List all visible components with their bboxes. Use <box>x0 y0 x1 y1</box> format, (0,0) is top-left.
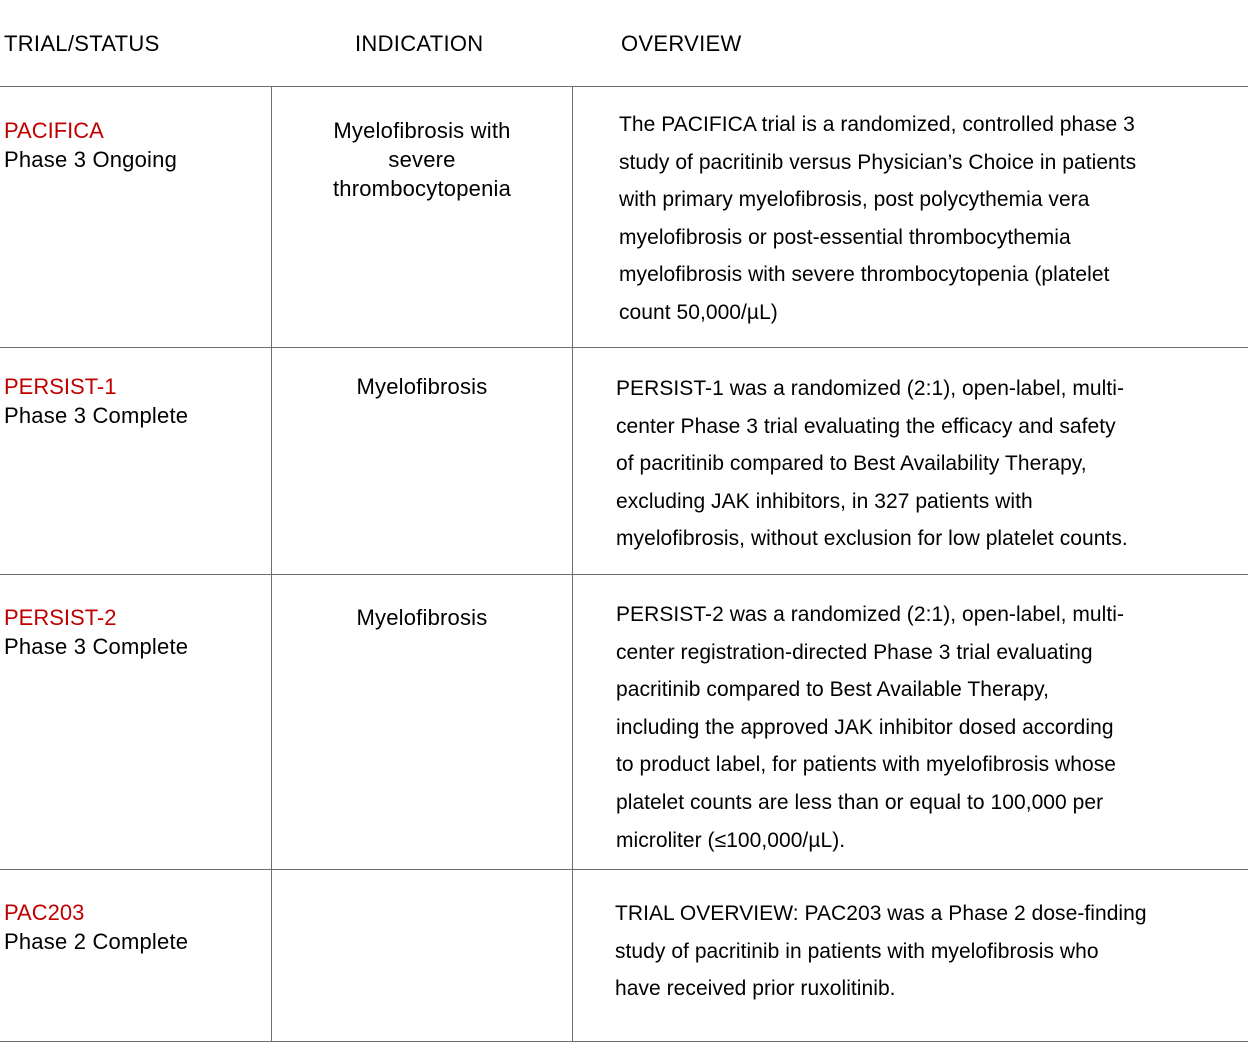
overview-line: myelofibrosis, without exclusion for low platelet counts. <box>616 527 1128 551</box>
table-row <box>0 575 1248 869</box>
overview-line: TRIAL OVERVIEW: PAC203 was a Phase 2 dose-finding <box>615 902 1147 925</box>
indication-line: Myelofibrosis <box>356 374 488 399</box>
overview-line: myelofibrosis or post-essential thrombocythemia <box>619 225 1071 249</box>
overview-line: including the approved JAK inhibitor dosed according <box>616 715 1114 739</box>
overview-line: to product label, for patients with myelofibrosis whose <box>616 753 1116 777</box>
overview-line: of pacritinib compared to Best Availability Therapy, <box>616 452 1087 476</box>
indication-line: Myelofibrosis with <box>333 118 511 143</box>
overview-line: center registration-directed Phase 3 trial evaluating <box>616 640 1093 664</box>
header-trial-status: TRIAL/STATUS <box>4 31 160 56</box>
trial-cell <box>4 898 188 956</box>
overview-line: PERSIST-2 was a randomized (2:1), open-label, multi- <box>616 603 1124 626</box>
overview-cell <box>615 895 1147 1008</box>
table-row <box>0 348 1248 574</box>
indication-cell <box>272 603 572 632</box>
overview-line: study of pacritinib in patients with myelofibrosis who <box>615 939 1099 963</box>
indication-line: severe <box>388 147 456 172</box>
trial-name: PAC203 <box>4 900 85 925</box>
table-row <box>0 870 1248 1041</box>
overview-line: center Phase 3 trial evaluating the efficacy and safety <box>616 414 1116 438</box>
indication-line: Myelofibrosis <box>356 605 488 630</box>
trial-cell <box>4 372 188 430</box>
trial-status: Phase 2 Complete <box>4 929 189 954</box>
overview-line: pacritinib compared to Best Available Therapy, <box>616 678 1050 702</box>
overview-line: excluding JAK inhibitors, in 327 patients with <box>616 489 1033 513</box>
overview-line: myelofibrosis with severe thrombocytopenia (platelet <box>619 263 1110 287</box>
overview-line: platelet counts are less than or equal to 100,000 per <box>616 790 1104 814</box>
overview-cell <box>616 596 1124 859</box>
overview-line: have received prior ruxolitinib. <box>615 977 896 1001</box>
header-overview: OVERVIEW <box>621 31 742 56</box>
overview-line: study of pacritinib versus Physician’s Choice in patients <box>619 150 1137 174</box>
table-row <box>0 87 1248 347</box>
overview-line: with primary myelofibrosis, post polycythemia vera <box>619 188 1090 212</box>
trial-cell <box>4 603 188 661</box>
table-header <box>0 0 1248 87</box>
trial-name: PERSIST-1 <box>4 374 117 399</box>
overview-line: The PACIFICA trial is a randomized, controlled phase 3 <box>619 113 1135 136</box>
overview-line: microliter (≤100,000/µL). <box>616 828 846 852</box>
header-indication: INDICATION <box>355 31 484 56</box>
overview-cell <box>616 370 1128 558</box>
trial-cell <box>4 116 177 174</box>
trial-status: Phase 3 Complete <box>4 634 189 659</box>
indication-cell <box>272 372 572 401</box>
trial-status: Phase 3 Ongoing <box>4 147 178 172</box>
trial-name: PACIFICA <box>4 118 104 143</box>
overview-cell <box>619 106 1136 332</box>
indication-cell <box>272 116 572 203</box>
indication-line: thrombocytopenia <box>332 176 512 201</box>
overview-line: count 50,000/µL) <box>619 300 778 324</box>
divider <box>0 1041 1248 1042</box>
trial-name: PERSIST-2 <box>4 605 117 630</box>
trial-status: Phase 3 Complete <box>4 403 189 428</box>
overview-line: PERSIST-1 was a randomized (2:1), open-label, multi- <box>616 377 1124 400</box>
